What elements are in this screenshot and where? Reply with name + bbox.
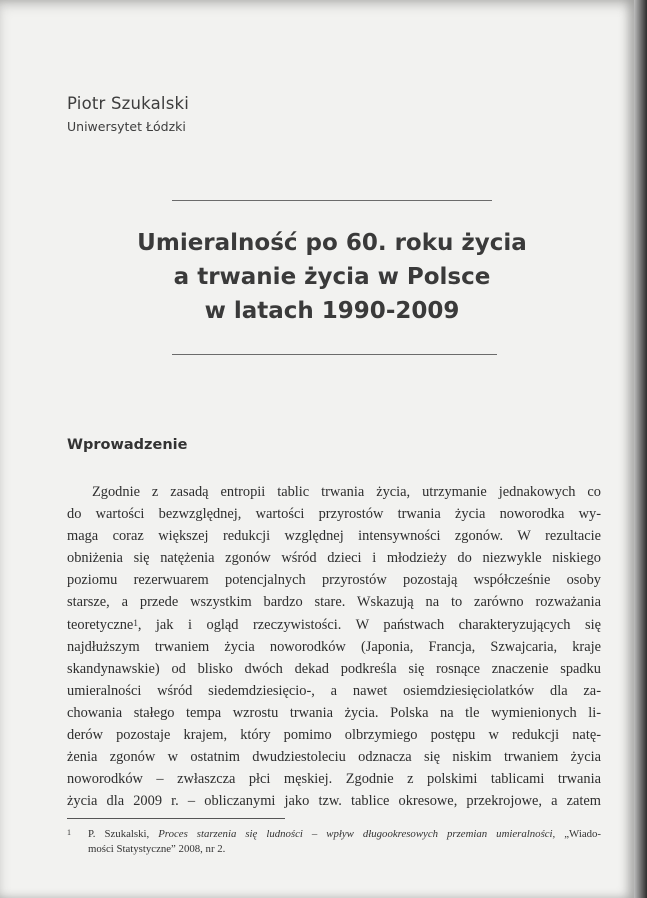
title-line: Umieralność po 60. roku życia [137,230,527,256]
footnote-reference: 1 [133,617,138,628]
text-line: chowania stałego tempa wzrostu trwania życia. Polska na tle wymienionych li- [67,704,601,721]
text-line: żenia zgonów w ostatnim dwudziestoleciu odznacza się niskim trwaniem życia [67,749,601,766]
text-line: derów pozostaje krajem, który pomimo olbrzymiego postępu w redukcji natę- [67,727,601,744]
text-line: do wartości bezwzględnej, wartości przyrostów trwania życia noworodka wy- [67,506,601,523]
page-binding-edge [634,0,647,898]
text-fragment: , jak i ogląd rzeczywistości. W państwach charakteryzujących się [137,616,601,633]
body-paragraph [67,481,601,812]
footnote-line [88,827,601,842]
text-line [67,614,601,636]
footnote [67,827,601,857]
title-bottom-rule [172,354,497,355]
text-line: Zgodnie z zasadą entropii tablic trwania życia, utrzymanie jednakowych co [92,484,601,500]
footnote-journal-start: „Wiado- [564,828,602,840]
title-top-rule [172,200,492,201]
title-line: w latach 1990-2009 [204,298,460,324]
text-line: umieralności wśród siedemdziesięcio-, a nawet osiemdziesięciolatków dla za- [67,682,601,699]
footnote-title: Proces starzenia się ludności – wpływ długookresowych przemian umieralności, [158,828,556,840]
text-line: życia dla 2009 r. – obliczanymi jako tzw. tablice okresowe, przekrojowe, a zatem [67,793,601,810]
text-line: skandynawskie) od blisko dwóch dekad podkreśla się rosnące znaczenie spadku [67,660,601,677]
text-line: starsze, a przede wszystkim bardzo stare. Wskazują na to zarówno rozważania [67,594,601,611]
text-line: noworodków – zwłaszcza płci męskiej. Zgodnie z polskimi tablicami trwania [67,771,601,788]
article-title [70,226,594,328]
footnote-line: mości Statystyczne” 2008, nr 2. [88,843,226,855]
author-name: Piotr Szukalski [67,94,190,113]
author-affiliation: Uniwersytet Łódzki [67,119,186,134]
text-line: poziomu rezerwuarem potencjalnych przyrostów pozostają współcześnie osoby [67,572,601,589]
footnote-number: 1 [67,828,71,837]
text-fragment: teoretyczne [67,616,134,633]
text-line: maga coraz większej redukcji względnej intensywności zgonów. W rezultacie [67,528,601,545]
footnote-separator [67,818,285,819]
title-line: a trwanie życia w Polsce [173,264,491,290]
section-heading: Wprowadzenie [67,437,188,453]
text-line: obniżenia się natężenia zgonów wśród dzieci i młodzieży do niezwykle niskiego [67,550,601,567]
footnote-author: P. Szukalski, [88,828,150,840]
text-line: najdłuższym trwaniem życia noworodków (Japonia, Francja, Szwajcaria, kraje [67,638,601,655]
